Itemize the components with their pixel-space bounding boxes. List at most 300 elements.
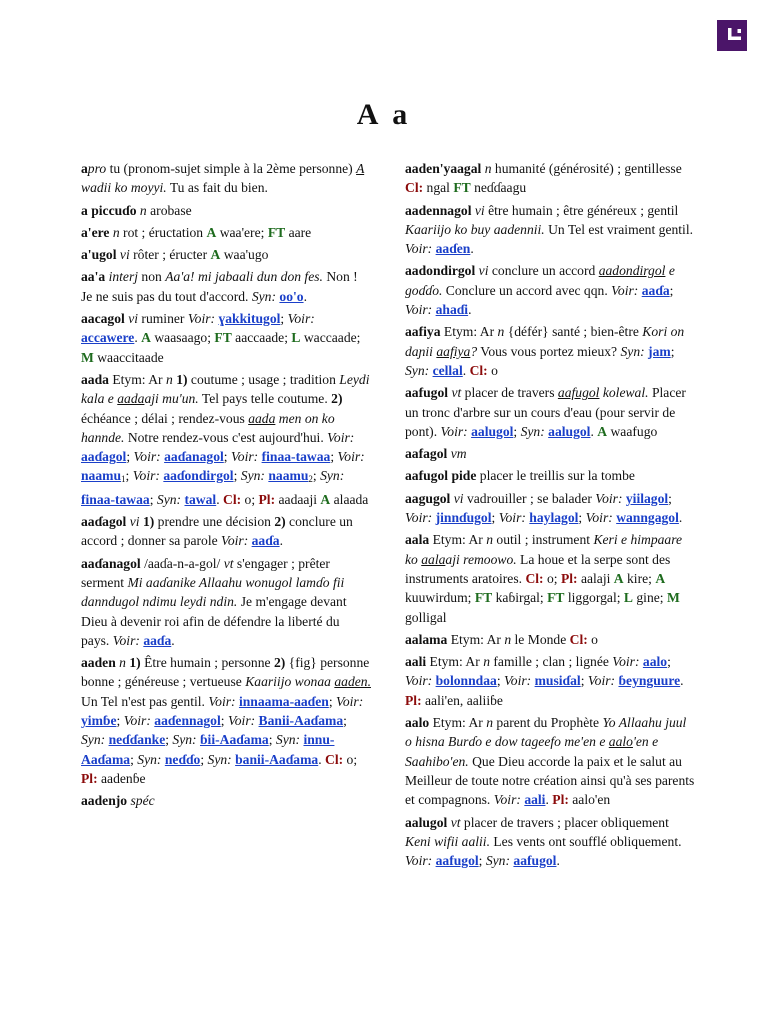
entry-text: waa'ere; bbox=[216, 224, 268, 240]
part-of-speech: n bbox=[136, 202, 147, 218]
entry-text: ; bbox=[669, 282, 674, 298]
entry-text: La houe et la serpe sont des instruments aratoires. bbox=[405, 551, 671, 586]
class-label: Pl: bbox=[81, 770, 98, 786]
right-column bbox=[405, 159, 695, 873]
entry-text: golligal bbox=[405, 609, 447, 625]
page-title: A a bbox=[356, 98, 412, 131]
dictionary-logo-icon bbox=[717, 20, 747, 51]
entry-text: Etym: Ar bbox=[108, 371, 166, 387]
entry-text: ; bbox=[328, 693, 337, 709]
part-of-speech: n bbox=[109, 224, 120, 240]
part-of-speech: vi bbox=[116, 247, 130, 263]
entry-text: . bbox=[680, 673, 684, 689]
cross-ref-link[interactable]: aaɗennagol bbox=[154, 713, 221, 729]
cross-ref-label: Syn: bbox=[156, 491, 182, 507]
dictionary-entry bbox=[405, 530, 695, 626]
class-label: Cl: bbox=[405, 180, 424, 196]
entry-text: placer de travers bbox=[461, 385, 558, 401]
entry-text: o; bbox=[241, 491, 259, 507]
entry-text: ; bbox=[513, 423, 521, 439]
dictionary-entry bbox=[81, 370, 371, 509]
entry-text: aalaji bbox=[577, 570, 614, 586]
entry-text: ; bbox=[312, 468, 321, 484]
entry-headword: aaden'yaagal bbox=[405, 161, 482, 176]
entry-headword: aacagol bbox=[81, 311, 125, 327]
cross-ref-link[interactable]: finaa-tawaa bbox=[81, 491, 150, 507]
part-of-speech: n bbox=[165, 371, 173, 387]
example-text: Kaariijo wonaa bbox=[245, 674, 335, 690]
entry-text: ; bbox=[200, 751, 208, 767]
dictionary-entry bbox=[81, 201, 371, 220]
cross-ref-link[interactable]: bolonndaa bbox=[435, 673, 497, 689]
class-label: Pl: bbox=[405, 692, 422, 708]
cross-ref-label: Syn: bbox=[251, 288, 276, 304]
cross-ref-label: Voir: bbox=[405, 241, 433, 257]
cross-ref-label: Voir: bbox=[230, 449, 259, 465]
entry-headword: aaɗagol bbox=[81, 514, 127, 530]
example-text: Keni wifii aalii. bbox=[405, 833, 490, 849]
dictionary-entry bbox=[81, 267, 371, 306]
entry-text: Etym: Ar bbox=[440, 324, 498, 340]
entry-text: Etym: Ar bbox=[429, 715, 487, 731]
entry-text: famille ; clan ; lignée bbox=[489, 654, 613, 670]
language-code: M bbox=[81, 349, 94, 365]
example-text: wadii ko moyyi. bbox=[81, 180, 167, 196]
cross-ref-link[interactable]: aalugol bbox=[471, 423, 514, 439]
cross-ref-label: Syn: bbox=[81, 732, 106, 748]
entry-text: ; bbox=[491, 510, 499, 526]
cross-ref-link[interactable]: naamu bbox=[81, 468, 122, 484]
cross-ref-link[interactable]: aaɗagol bbox=[81, 449, 127, 465]
language-code: A bbox=[210, 247, 221, 263]
entry-text: . bbox=[678, 510, 683, 526]
class-label: Cl: bbox=[223, 491, 242, 507]
example-headword: aafugol bbox=[557, 385, 600, 401]
class-label: Cl: bbox=[569, 631, 588, 647]
example-headword: aala bbox=[421, 551, 446, 567]
language-code: A bbox=[655, 570, 666, 586]
dictionary-entry bbox=[405, 652, 695, 710]
part-of-speech: n bbox=[115, 655, 126, 671]
cross-ref-label: Voir: bbox=[337, 449, 365, 465]
part-of-speech: n bbox=[481, 161, 492, 176]
dictionary-entry bbox=[81, 653, 371, 788]
entry-text: ; bbox=[125, 468, 133, 484]
entry-headword: aalo bbox=[405, 715, 430, 731]
entry-text: o; bbox=[343, 751, 358, 767]
entry-text: Que Dieu accorde la paix et le salut au Meilleur de toute notre création ainsi qu'à ses parents et compagnons. bbox=[405, 753, 695, 808]
dictionary-entry bbox=[81, 223, 371, 242]
sense-number: 2) bbox=[273, 655, 286, 671]
entry-text: outil ; instrument bbox=[493, 532, 594, 548]
language-code: FT bbox=[214, 330, 232, 346]
cross-ref-link[interactable]: ɣakkitugol bbox=[218, 311, 281, 327]
dictionary-entry bbox=[81, 245, 371, 264]
cross-ref-link[interactable]: aafugol bbox=[513, 853, 557, 869]
cross-ref-link[interactable]: aaɗen bbox=[435, 241, 471, 257]
entry-text: le Monde bbox=[511, 631, 570, 647]
part-of-speech: vi bbox=[126, 514, 140, 530]
entry-headword: a bbox=[81, 161, 88, 176]
dictionary-entry bbox=[405, 159, 695, 198]
sense-number: 2) bbox=[274, 514, 286, 530]
entry-headword: aala bbox=[405, 532, 430, 548]
entry-text: ; bbox=[580, 673, 588, 689]
dictionary-entry bbox=[405, 261, 695, 319]
cross-ref-link[interactable]: musiɗal bbox=[534, 673, 581, 689]
cross-ref-link[interactable]: jinnɗugol bbox=[435, 510, 492, 526]
cross-ref-link[interactable]: jam bbox=[648, 343, 671, 359]
cross-ref-link[interactable]: aafugol bbox=[435, 853, 479, 869]
entry-text: ngal bbox=[423, 180, 454, 196]
entry-text: aali'en, aaliiɓe bbox=[421, 692, 503, 708]
entry-text: {défér} santé ; bien-être bbox=[504, 324, 643, 340]
cross-ref-link[interactable]: wanngagol bbox=[616, 510, 679, 526]
example-text: Aa'a! mi jabaali dun don fes. bbox=[165, 269, 323, 285]
entry-text: parent du Prophète bbox=[493, 715, 603, 731]
entry-text: ; bbox=[233, 468, 241, 484]
example-text: Kaariijo ko buy aadennii. bbox=[405, 221, 545, 237]
cross-ref-link[interactable]: aaɗa bbox=[143, 632, 172, 648]
entry-text: . bbox=[462, 362, 470, 378]
dictionary-entry bbox=[405, 322, 695, 380]
cross-ref-link[interactable]: yimɓe bbox=[81, 713, 117, 729]
entry-headword: aadennagol bbox=[405, 202, 472, 218]
cross-ref-label: Syn: bbox=[240, 468, 265, 484]
entry-text: coutume ; usage ; tradition bbox=[187, 371, 340, 387]
sense-number: 1) bbox=[176, 371, 188, 387]
cross-ref-link[interactable]: ahaɗi bbox=[435, 302, 469, 318]
part-of-speech: n bbox=[486, 715, 493, 731]
example-text: men on ko hannde. bbox=[81, 410, 335, 445]
class-label: Pl: bbox=[560, 570, 578, 586]
cross-ref-label: Syn: bbox=[207, 751, 232, 767]
entry-text: Etym: Ar bbox=[447, 631, 505, 647]
entry-text: ; bbox=[478, 853, 486, 869]
entry-text: ; bbox=[578, 510, 586, 526]
cross-ref-label: Voir: bbox=[440, 423, 468, 439]
entry-text: alaada bbox=[330, 491, 369, 507]
entry-headword: aali bbox=[405, 654, 427, 670]
part-of-speech: vm bbox=[447, 446, 467, 462]
language-code: A bbox=[320, 491, 331, 507]
example-text: 'en e Saahibo'en. bbox=[405, 734, 659, 769]
entry-headword: aaɗanagol bbox=[81, 555, 141, 571]
cross-ref-link[interactable]: Banii-Aaɗama bbox=[258, 713, 344, 729]
entry-text: Tu as fait du bien. bbox=[166, 180, 268, 196]
cross-ref-link[interactable]: aali bbox=[524, 792, 546, 808]
entry-text: ; bbox=[223, 449, 231, 465]
cross-ref-label: Voir: bbox=[287, 311, 315, 327]
cross-ref-link[interactable]: cellal bbox=[432, 362, 463, 378]
entry-text: kuuwirdum; bbox=[405, 590, 475, 606]
entry-text: aadaaji bbox=[275, 491, 321, 507]
entry-text: arobase bbox=[146, 202, 192, 218]
cross-ref-label: Syn: bbox=[485, 853, 510, 869]
entry-text: rot ; éructation bbox=[119, 224, 207, 240]
entry-text: Non ! Je ne suis pas du tout d'accord. bbox=[81, 269, 358, 304]
part-of-speech: vt bbox=[448, 385, 462, 401]
language-code: M bbox=[666, 590, 680, 606]
cross-ref-link[interactable]: oo'o bbox=[279, 288, 304, 304]
language-code: A bbox=[613, 570, 624, 586]
cross-ref-label: Voir: bbox=[405, 853, 433, 869]
dictionary-entry bbox=[405, 201, 695, 259]
entry-text: Etym: Ar bbox=[429, 532, 487, 548]
entry-text: tu (pronom-sujet simple à la 2ème personne) bbox=[106, 161, 357, 176]
entry-text: Être humain ; personne bbox=[140, 655, 274, 671]
entry-headword: a'ugol bbox=[81, 247, 117, 263]
entry-text: placer de travers ; placer obliquement bbox=[460, 814, 669, 830]
entry-text: gine; bbox=[632, 590, 667, 606]
example-text: aji remoowo. bbox=[445, 551, 517, 567]
entry-text: . bbox=[216, 491, 223, 507]
dictionary-entry bbox=[405, 489, 695, 528]
class-label: Pl: bbox=[258, 491, 276, 507]
entry-text: ruminer bbox=[138, 311, 188, 327]
entry-text: Etym: Ar bbox=[426, 654, 484, 670]
example-text: Keri e himpaare ko bbox=[405, 532, 683, 567]
part-of-speech: spéc bbox=[127, 793, 155, 809]
entry-text: être humain ; être généreux ; gentil bbox=[484, 202, 679, 218]
cross-ref-link[interactable]: aaɗanagol bbox=[164, 449, 224, 465]
entry-text: ; bbox=[280, 311, 288, 327]
entry-text: échéance ; délai ; rendez-vous bbox=[81, 410, 249, 426]
part-of-speech: n bbox=[497, 324, 505, 340]
cross-ref-label: Voir: bbox=[187, 311, 216, 327]
part-of-speech: vi bbox=[471, 202, 485, 218]
part-of-speech: pro bbox=[87, 161, 107, 176]
entry-text: /aaɗa-n-a-gol/ bbox=[140, 555, 224, 571]
language-code: L bbox=[291, 330, 301, 346]
subentry bbox=[81, 791, 371, 810]
entry-text: ; bbox=[668, 490, 672, 506]
cross-ref-link[interactable]: naamu bbox=[268, 468, 309, 484]
entry-text: . bbox=[545, 792, 553, 808]
part-of-speech: vi bbox=[475, 263, 489, 279]
entry-text: aadenɓe bbox=[97, 770, 146, 786]
left-column bbox=[81, 159, 371, 814]
cross-ref-label: Syn: bbox=[275, 732, 301, 748]
part-of-speech: vi bbox=[124, 311, 139, 327]
entry-text: ; bbox=[220, 713, 228, 729]
cross-ref-label: Voir: bbox=[405, 510, 433, 526]
cross-ref-link[interactable]: aalo bbox=[642, 654, 668, 670]
dictionary-entry bbox=[405, 630, 695, 649]
dictionary-entry bbox=[81, 554, 371, 650]
entry-headword: aada bbox=[81, 371, 109, 387]
entry-text: vadrouiller ; se balader bbox=[463, 490, 596, 506]
cross-ref-link[interactable]: accawere bbox=[81, 330, 135, 346]
cross-ref-link[interactable]: haylagol bbox=[529, 510, 579, 526]
entry-text: . bbox=[318, 751, 325, 767]
dictionary-entry bbox=[405, 383, 695, 441]
entry-text: rôter ; éructer bbox=[129, 247, 211, 263]
cross-ref-label: Syn: bbox=[620, 343, 645, 359]
example-headword: aafiya bbox=[436, 343, 471, 359]
entry-text: prendre une décision bbox=[154, 514, 275, 530]
entry-text: waa'ugo bbox=[220, 247, 269, 263]
cross-ref-label: Syn: bbox=[520, 423, 545, 439]
entry-text: waaccitaade bbox=[93, 349, 164, 365]
entry-headword: aa'a bbox=[81, 269, 106, 285]
entry-text: ; bbox=[496, 673, 504, 689]
cross-ref-label: Voir: bbox=[208, 693, 236, 709]
cross-ref-link[interactable]: yiilagol bbox=[625, 490, 669, 506]
entry-text: Un Tel est vraiment gentil. bbox=[544, 221, 693, 237]
entry-text: . bbox=[470, 241, 474, 257]
language-code: A bbox=[206, 224, 217, 240]
entry-text: conclure un accord bbox=[488, 263, 599, 279]
part-of-speech: n bbox=[486, 532, 493, 548]
entry-text: . bbox=[590, 423, 598, 439]
cross-ref-label: Voir: bbox=[493, 792, 521, 808]
entry-text: Un Tel n'est pas gentil. bbox=[81, 693, 209, 709]
example-headword: aaden. bbox=[334, 674, 371, 690]
entry-text: {fig} personne bonne ; généreuse ; vertueuse bbox=[81, 655, 370, 690]
cross-ref-label: Voir: bbox=[405, 302, 433, 318]
language-code: FT bbox=[547, 590, 565, 606]
entry-headword: aaden bbox=[81, 655, 116, 671]
sense-number: 2) bbox=[331, 391, 343, 407]
example-text: Yo Allaahu juul o hisna Burɗo e dow tageefo me'en e bbox=[405, 715, 687, 750]
entry-text: . bbox=[134, 330, 142, 346]
example-headword: aada bbox=[248, 410, 276, 426]
cross-ref-label: Voir: bbox=[585, 510, 613, 526]
cross-ref-link[interactable]: aaɗa bbox=[251, 533, 280, 549]
entry-headword: aagugol bbox=[405, 490, 451, 506]
example-headword: aada bbox=[117, 391, 145, 407]
entry-headword: aafugol pide bbox=[405, 468, 477, 484]
cross-ref-link[interactable]: tawal bbox=[184, 491, 217, 507]
cross-ref-label: Voir: bbox=[504, 673, 532, 689]
entry-text: conclure un accord ; donner sa parole bbox=[81, 514, 353, 549]
cross-ref-label: Voir: bbox=[227, 713, 256, 729]
part-of-speech: n bbox=[504, 631, 512, 647]
cross-ref-label: Syn: bbox=[172, 732, 197, 748]
entry-text: o; bbox=[543, 570, 561, 586]
cross-ref-label: Voir: bbox=[336, 693, 364, 709]
example-headword: aalo bbox=[608, 734, 633, 750]
dictionary-entry bbox=[405, 813, 695, 871]
entry-text: waafugo bbox=[607, 423, 658, 439]
class-label: Cl: bbox=[525, 570, 544, 586]
cross-ref-label: Voir: bbox=[133, 449, 161, 465]
entry-text: ; bbox=[126, 449, 134, 465]
dictionary-entry bbox=[81, 159, 371, 198]
entry-text: ; bbox=[130, 751, 138, 767]
cross-ref-link[interactable]: innu-Aaɗama bbox=[81, 732, 335, 767]
dictionary-entry bbox=[81, 309, 371, 367]
entry-text: liggorgal; bbox=[564, 590, 624, 606]
dictionary-entry bbox=[81, 512, 371, 551]
entry-text: s'engager ; prêter serment bbox=[81, 555, 330, 590]
entry-text: ; bbox=[268, 732, 276, 748]
cross-ref-label: Voir: bbox=[595, 490, 623, 506]
entry-text: ; bbox=[343, 713, 347, 729]
class-label: Cl: bbox=[325, 751, 344, 767]
entry-headword: aafiya bbox=[405, 324, 441, 340]
entry-text: ; bbox=[149, 491, 157, 507]
example-headword: A bbox=[356, 161, 365, 176]
cross-ref-label: Syn: bbox=[137, 751, 162, 767]
cross-ref-label: Voir: bbox=[221, 533, 249, 549]
language-code: L bbox=[623, 590, 633, 606]
cross-ref-label: Syn: bbox=[320, 468, 345, 484]
cross-ref-link[interactable]: aaɗondirgol bbox=[163, 468, 234, 484]
subentry bbox=[405, 466, 695, 485]
cross-ref-link[interactable]: aalugol bbox=[548, 423, 591, 439]
entry-text: waccaade; bbox=[300, 330, 361, 346]
cross-ref-link[interactable]: neɗɗo bbox=[164, 751, 201, 767]
entry-headword: aafugol bbox=[405, 385, 449, 401]
entry-text: neɗɗaagu bbox=[470, 180, 527, 196]
entry-text: . bbox=[279, 533, 283, 549]
part-of-speech: interj bbox=[105, 269, 139, 285]
homonym-number: 1 bbox=[121, 474, 126, 485]
entry-headword: a'ere bbox=[81, 224, 110, 240]
cross-ref-link[interactable]: innaama-aaɗen bbox=[238, 693, 329, 709]
entry-text: o bbox=[587, 631, 598, 647]
entry-text: ; bbox=[667, 654, 671, 670]
entry-text: Les vents ont soufflé obliquement. bbox=[489, 833, 682, 849]
entry-headword: aalugol bbox=[405, 814, 448, 830]
entry-text: humanité (générosité) ; gentillesse bbox=[491, 161, 682, 176]
part-of-speech: n bbox=[483, 654, 490, 670]
entry-text: Placer un tronc d'arbre sur un cours d'eau (pour servir de pont). bbox=[405, 385, 686, 439]
example-text: aji mu'un. bbox=[144, 391, 199, 407]
cross-ref-label: Voir: bbox=[327, 429, 355, 445]
entry-text: Je m'engage devant Dieu à devenir roi afin de défendre la liberté du pays. bbox=[81, 594, 347, 648]
cross-ref-label: Voir: bbox=[587, 673, 616, 689]
cross-ref-link[interactable]: neɗɗanke bbox=[108, 732, 166, 748]
example-text: e goɗɗo. bbox=[405, 263, 675, 298]
cross-ref-label: Voir: bbox=[132, 468, 160, 484]
cross-ref-label: Voir: bbox=[112, 632, 140, 648]
entry-headword: aalama bbox=[405, 631, 448, 647]
cross-ref-link[interactable]: aaɗa bbox=[641, 282, 670, 298]
entry-text: o bbox=[487, 362, 498, 378]
example-text: Mi aaɗanike Allaahu wonugol lamɗo fii danndugol ndimu leydi ndin. bbox=[81, 574, 345, 610]
dictionary-entry bbox=[405, 713, 695, 809]
entry-text: aalo'en bbox=[568, 792, 611, 808]
cross-ref-link[interactable]: ɓii-Aaɗama bbox=[199, 732, 269, 748]
cross-ref-link[interactable]: ɓeynguure bbox=[618, 673, 681, 689]
language-code: FT bbox=[267, 224, 286, 240]
entry-text: . bbox=[171, 632, 175, 648]
entry-text: . bbox=[468, 302, 472, 318]
example-text: ? bbox=[470, 343, 478, 359]
cross-ref-label: Syn: bbox=[405, 362, 430, 378]
language-code: FT bbox=[474, 590, 493, 606]
entry-text: waasaago; bbox=[150, 330, 215, 346]
cross-ref-link[interactable]: finaa-tawaa bbox=[261, 449, 331, 465]
sense-number: 1) bbox=[129, 655, 141, 671]
cross-ref-link[interactable]: banii-Aaɗama bbox=[235, 751, 319, 767]
cross-ref-label: Voir: bbox=[612, 654, 640, 670]
part-of-speech: vt bbox=[447, 814, 461, 830]
entry-text: . bbox=[556, 853, 560, 869]
entry-text: kaɓirgal; bbox=[492, 590, 548, 606]
entry-text: placer le treillis sur la tombe bbox=[476, 468, 635, 484]
cross-ref-label: Voir: bbox=[611, 282, 639, 298]
entry-headword: a piccuɗo bbox=[81, 202, 137, 218]
entry-text: aaccaade; bbox=[231, 330, 292, 346]
homonym-number: 2 bbox=[308, 474, 313, 485]
cross-ref-label: Voir: bbox=[405, 673, 433, 689]
cross-ref-label: Voir: bbox=[498, 510, 526, 526]
entry-headword: aadenjo bbox=[81, 793, 128, 809]
